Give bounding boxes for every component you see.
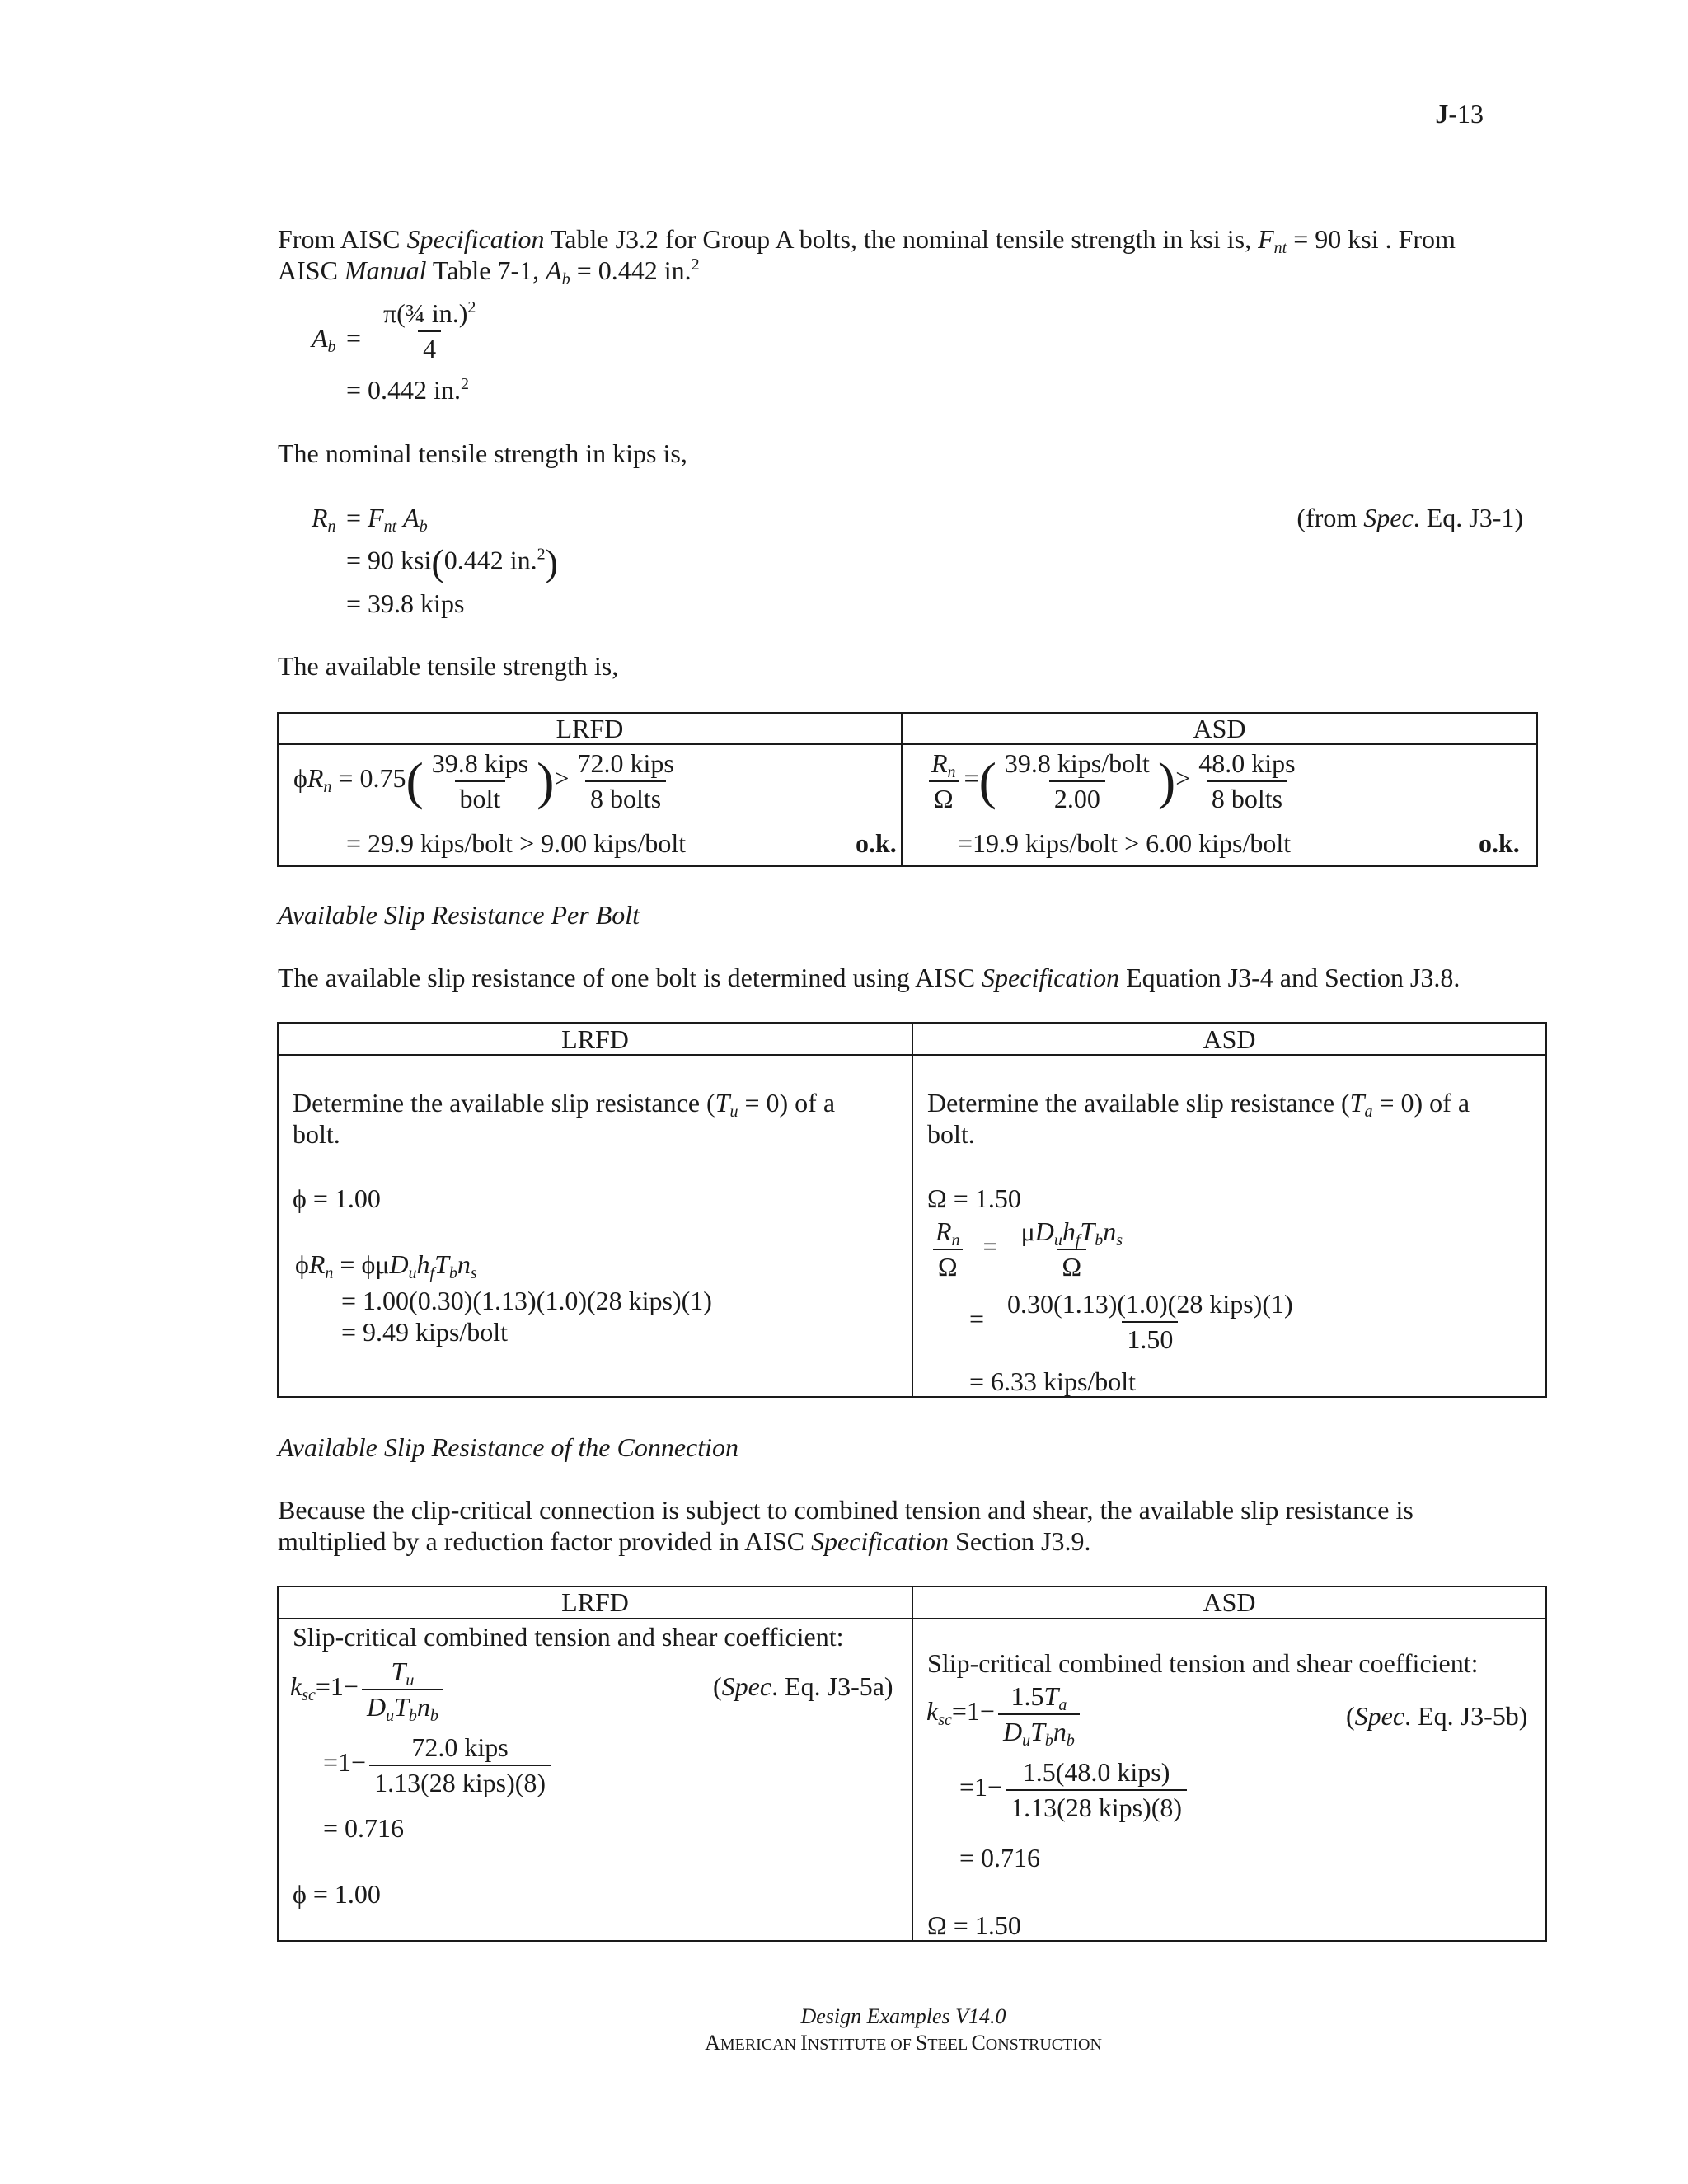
conn-lrfd-ksc xyxy=(290,1657,447,1725)
tensile-lrfd-header: LRFD xyxy=(556,714,624,743)
conn-text-line-1: Because the clip-critical connection is subject to combined tension and shear, the available slip resistance is xyxy=(278,1495,1414,1525)
ref-text: . Eq. J3-1) xyxy=(1413,503,1523,532)
tb-symbol: T xyxy=(394,1691,409,1722)
d-subscript: u xyxy=(386,1706,395,1725)
fraction-numerator xyxy=(1006,1681,1072,1713)
k-subscript: sc xyxy=(938,1711,952,1730)
tb-subscript: b xyxy=(448,1264,457,1282)
rn-symbol: R xyxy=(308,1249,326,1279)
ref-spec: Spec xyxy=(1363,503,1414,532)
slip-lrfd-line2: = 1.00(0.30)(1.13)(1.0)(28 kips)(1) xyxy=(341,1286,712,1315)
rn-line-3: = 39.8 kips xyxy=(346,588,465,618)
n-symbol: n xyxy=(416,1691,430,1722)
fraction xyxy=(998,1681,1080,1750)
fraction-numerator: 72.0 kips xyxy=(577,748,674,778)
fraction xyxy=(926,748,961,814)
conn-lrfd-line2 xyxy=(323,1732,554,1798)
footer-cap: S xyxy=(915,2031,928,2055)
d-subscript: u xyxy=(1022,1731,1031,1750)
eq-text: = 0.75 xyxy=(331,763,406,794)
tb-subscript: b xyxy=(408,1706,417,1725)
mu-symbol: μ xyxy=(1020,1216,1035,1246)
ab-calc-lhs xyxy=(312,323,336,354)
rn-subscript: n xyxy=(947,763,956,781)
rn-line2-text: = 90 ksi xyxy=(346,545,432,575)
fraction xyxy=(1193,748,1300,814)
fnt-subscript: nt xyxy=(383,518,397,536)
fraction xyxy=(572,748,678,814)
fnt-symbol: F xyxy=(368,503,384,532)
footer-title: Design Examples V14.0 xyxy=(800,2004,1006,2028)
ab-num-text: π(¾ in.) xyxy=(383,298,468,328)
intro-text: = 90 ksi . From xyxy=(1287,224,1456,254)
slip-asd-formula xyxy=(927,1216,1131,1282)
fnt-subscript: nt xyxy=(1273,239,1287,257)
fraction xyxy=(362,1657,443,1725)
slip-text-part: Equation J3-4 and Section J3.8. xyxy=(1119,963,1461,992)
table-divider xyxy=(912,1586,913,1942)
tensile-lrfd-result: = 29.9 kips/bolt > 9.00 kips/bolt xyxy=(346,828,687,858)
table-divider xyxy=(277,1618,912,1619)
num-coefficient: 1.5 xyxy=(1010,1681,1044,1711)
d-symbol: D xyxy=(389,1249,409,1279)
one-minus: =1− xyxy=(951,1696,995,1727)
fraction-denominator xyxy=(998,1713,1080,1750)
ref-text: ( xyxy=(1346,1701,1355,1731)
tb-subscript: b xyxy=(1044,1731,1053,1750)
conn-asd-reference xyxy=(1346,1701,1527,1732)
conn-lrfd-header: LRFD xyxy=(561,1587,629,1617)
tensile-asd-header: ASD xyxy=(1193,714,1246,743)
eq-sign: = xyxy=(346,503,368,532)
t-symbol: T xyxy=(391,1657,406,1686)
footer-small: MERICAN xyxy=(720,2036,801,2054)
t-subscript: u xyxy=(406,1671,415,1690)
fraction-denominator: 1.13(28 kips)(8) xyxy=(1006,1789,1187,1823)
slip-asd-header: ASD xyxy=(1203,1024,1256,1054)
k-symbol: k xyxy=(926,1696,939,1727)
rn-symbol: R xyxy=(935,1216,952,1246)
fraction xyxy=(1006,1757,1187,1823)
slip-text xyxy=(278,963,1460,993)
rn-subscript: n xyxy=(325,1264,334,1282)
intro-text: = 0.442 in. xyxy=(570,255,692,285)
footer-publisher xyxy=(0,2031,1688,2055)
conn-asd-header: ASD xyxy=(1203,1587,1256,1617)
determine-word xyxy=(293,1088,836,1121)
slip-asd-omega: Ω = 1.50 xyxy=(927,1183,1021,1213)
paren-close: ) xyxy=(545,541,558,583)
one-minus: =1− xyxy=(323,1747,367,1778)
rn-symbol: R xyxy=(307,763,324,794)
superscript: 2 xyxy=(691,255,700,274)
conn-text-part: Section J3.9. xyxy=(949,1526,1091,1556)
slip-lrfd-formula xyxy=(295,1249,477,1280)
conn-lrfd-result: = 0.716 xyxy=(323,1813,405,1843)
ref-spec: Spec xyxy=(721,1671,772,1701)
slip-asd-determine xyxy=(927,1088,1470,1121)
nominal-text: The nominal tensile strength in kips is, xyxy=(278,438,687,468)
determine-text: Determine the available slip resistance ( xyxy=(293,1088,715,1118)
fraction-numerator: 39.8 kips/bolt xyxy=(1004,748,1150,778)
phi-symbol: ϕ xyxy=(293,763,307,794)
available-text: The available tensile strength is, xyxy=(278,651,619,681)
ab-result: = 0.442 in. xyxy=(346,375,461,405)
footer-small: TEEL xyxy=(927,2036,972,2054)
tensile-asd-result: =19.9 kips/bolt > 6.00 kips/bolt xyxy=(958,828,1292,858)
conn-asd-line2 xyxy=(959,1757,1190,1823)
slip-text-part: The available slip resistance of one bolt is determined using AISC xyxy=(278,963,982,992)
fraction-denominator: 8 bolts xyxy=(1207,780,1287,814)
intro-line-2 xyxy=(278,255,700,286)
conn-lrfd-title: Slip-critical combined tension and shear coefficient: xyxy=(293,1622,844,1652)
d-subscript: u xyxy=(408,1264,417,1282)
rn-subscript: n xyxy=(951,1231,960,1249)
table-divider xyxy=(912,1618,1547,1619)
conn-text-spec: Specification xyxy=(810,1526,950,1556)
conn-asd-title: Slip-critical combined tension and shear coefficient: xyxy=(927,1648,1479,1678)
conn-text-line-2 xyxy=(278,1526,1090,1557)
phi-symbol: ϕ xyxy=(295,1249,309,1279)
footer-cap: I xyxy=(800,2031,808,2055)
slip-lrfd-determine xyxy=(293,1088,898,1121)
fraction-numerator: 72.0 kips xyxy=(411,1732,509,1762)
ab-calc-eq: = xyxy=(346,323,362,353)
paren-open: ( xyxy=(431,541,444,583)
determine-text: = 0) of a xyxy=(1372,1088,1470,1118)
d-subscript: u xyxy=(1053,1231,1062,1249)
fraction xyxy=(427,748,533,814)
ab-subscript: b xyxy=(561,270,570,288)
page-number-prefix: J xyxy=(1435,99,1449,129)
n-symbol: n xyxy=(1103,1216,1117,1246)
n-symbol: n xyxy=(1053,1716,1067,1746)
fraction xyxy=(1002,1289,1298,1355)
one-minus: =1− xyxy=(959,1772,1003,1802)
fraction-numerator: 48.0 kips xyxy=(1198,748,1296,778)
tb-symbol: T xyxy=(434,1249,449,1279)
n-subscript: s xyxy=(1116,1231,1123,1249)
rn-line-1-rhs xyxy=(346,503,428,536)
superscript: 2 xyxy=(537,545,546,564)
d-symbol: D xyxy=(1002,1716,1023,1746)
intro-text: Table J3.2 for Group A bolts, the nominal tensile strength in ksi is, xyxy=(544,224,1259,254)
page-number-value: -13 xyxy=(1448,99,1484,129)
ab-subscript: b xyxy=(327,338,336,356)
heading-slip-bolt: Available Slip Resistance Per Bolt xyxy=(278,900,640,930)
tensile-asd-ok: o.k. xyxy=(1479,828,1520,858)
t-subscript: u xyxy=(729,1103,738,1121)
paren-open: ( xyxy=(978,751,996,810)
rn-subscript: n xyxy=(323,778,332,797)
footer-cap: C xyxy=(971,2031,986,2055)
ab-symbol: A xyxy=(312,323,328,353)
fraction xyxy=(1000,748,1155,814)
paren-close: ) xyxy=(1157,751,1176,810)
slip-lrfd-bolt-word: bolt. xyxy=(293,1119,340,1149)
eq-sign: = xyxy=(982,1231,998,1262)
paren-close: ) xyxy=(537,751,555,810)
ab-calc-fraction xyxy=(375,298,484,364)
rn-line-2 xyxy=(346,541,558,583)
rn-symbol: R xyxy=(312,503,328,532)
n-subscript: s xyxy=(470,1264,477,1282)
ref-text: (from xyxy=(1296,503,1364,532)
fraction xyxy=(369,1732,551,1798)
tb-symbol: T xyxy=(1030,1716,1045,1746)
h-symbol: h xyxy=(416,1249,430,1279)
footer-small: NSTITUTE OF xyxy=(807,2036,916,2054)
heading-slip-connection: Available Slip Resistance of the Connection xyxy=(278,1432,738,1462)
intro-line-1 xyxy=(278,224,1456,255)
conn-text-part: multiplied by a reduction factor provided in AISC xyxy=(278,1526,811,1556)
determine-text: Determine the available slip resistance ( xyxy=(927,1088,1350,1118)
tensile-asd-formula xyxy=(923,748,1304,814)
ab-calc-result xyxy=(346,375,469,405)
t-symbol: T xyxy=(715,1088,730,1118)
fraction-numerator xyxy=(926,748,961,780)
eq-sign: = xyxy=(964,763,979,794)
footer-small: ONSTRUCTION xyxy=(985,2036,1102,2054)
tensile-lrfd-formula xyxy=(293,748,682,814)
formula-eq: = ϕμ xyxy=(333,1249,390,1279)
conn-asd-ksc xyxy=(926,1681,1083,1750)
rn-line2-value: 0.442 in. xyxy=(443,545,537,575)
slip-text-spec: Specification xyxy=(982,963,1120,992)
intro-manual: Manual xyxy=(344,255,427,285)
intro-text: Table 7-1, xyxy=(426,255,546,285)
ref-text: . Eq. J3-5a) xyxy=(771,1671,893,1701)
fraction-denominator: Ω xyxy=(933,1249,963,1282)
intro-spec: Specification xyxy=(406,224,545,254)
d-symbol: D xyxy=(1034,1216,1054,1246)
fraction-denominator: 4 xyxy=(418,330,441,364)
fraction-numerator xyxy=(378,298,481,330)
fraction xyxy=(931,1216,965,1282)
rn-subscript: n xyxy=(327,518,336,536)
slip-lrfd-header: LRFD xyxy=(561,1024,629,1054)
fraction-denominator: 1.50 xyxy=(1122,1321,1178,1355)
ref-text: . Eq. J3-5b) xyxy=(1404,1701,1528,1731)
t-subscript: a xyxy=(1058,1696,1067,1714)
ab-fraction xyxy=(378,298,481,364)
h-symbol: h xyxy=(1062,1216,1076,1246)
rn-symbol: R xyxy=(931,748,948,778)
fraction-denominator: Ω xyxy=(1057,1249,1086,1282)
rn-reference xyxy=(1296,503,1523,533)
intro-text: AISC xyxy=(278,255,345,285)
eq-sign: = xyxy=(969,1304,985,1334)
footer-cap: A xyxy=(705,2031,720,2055)
fraction-denominator xyxy=(362,1689,443,1725)
slip-asd-result: = 6.33 kips/bolt xyxy=(969,1366,1137,1396)
h-subscript: f xyxy=(429,1264,435,1282)
fraction-numerator: 0.30(1.13)(1.0)(28 kips)(1) xyxy=(1007,1289,1293,1319)
page-number xyxy=(1435,99,1484,129)
ab-symbol: A xyxy=(403,503,420,532)
slip-asd-line2 xyxy=(969,1289,1301,1355)
slip-asd-bolt-word: bolt. xyxy=(927,1119,975,1149)
t-symbol: T xyxy=(1349,1088,1365,1118)
fraction-denominator: 1.13(28 kips)(8) xyxy=(369,1765,551,1798)
n-symbol: n xyxy=(457,1249,471,1279)
conn-lrfd-reference xyxy=(713,1671,893,1702)
tb-symbol: T xyxy=(1080,1216,1095,1246)
ref-text: ( xyxy=(713,1671,722,1701)
n-subscript: b xyxy=(429,1706,438,1725)
fraction-numerator xyxy=(1016,1216,1128,1249)
fraction-numerator xyxy=(387,1657,420,1689)
fraction-denominator: Ω xyxy=(929,780,959,814)
fraction-numerator xyxy=(931,1216,965,1249)
d-symbol: D xyxy=(366,1691,387,1722)
fraction-denominator: 8 bolts xyxy=(585,780,666,814)
conn-asd-result: = 0.716 xyxy=(959,1843,1041,1872)
fnt-symbol: F xyxy=(1258,224,1274,254)
table-divider xyxy=(912,1022,913,1398)
slip-lrfd-line3: = 9.49 kips/bolt xyxy=(341,1317,509,1347)
fraction-denominator: 2.00 xyxy=(1049,780,1105,814)
k-subscript: sc xyxy=(302,1686,316,1705)
t-subscript: a xyxy=(1364,1103,1373,1121)
n-subscript: b xyxy=(1066,1731,1075,1750)
fraction-denominator: bolt xyxy=(455,780,506,814)
fraction xyxy=(1016,1216,1128,1282)
superscript: 2 xyxy=(460,375,469,393)
conn-asd-omega: Ω = 1.50 xyxy=(927,1910,1021,1940)
h-subscript: f xyxy=(1075,1231,1081,1249)
paren-open: ( xyxy=(406,751,424,810)
ab-symbol: A xyxy=(546,255,562,285)
ab-subscript: b xyxy=(419,518,428,536)
one-minus: =1− xyxy=(315,1671,359,1702)
tb-subscript: b xyxy=(1095,1231,1104,1249)
conn-lrfd-phi: ϕ = 1.00 xyxy=(293,1879,381,1909)
rn-line-1 xyxy=(312,503,336,536)
t-symbol: T xyxy=(1043,1681,1059,1711)
k-symbol: k xyxy=(290,1671,302,1702)
ref-spec: Spec xyxy=(1354,1701,1405,1731)
determine-text: = 0) of a xyxy=(738,1088,836,1118)
gt-sign: > xyxy=(554,763,570,794)
fraction-numerator: 1.5(48.0 kips) xyxy=(1022,1757,1170,1787)
slip-lrfd-phi: ϕ = 1.00 xyxy=(293,1183,381,1213)
gt-sign: > xyxy=(1175,763,1191,794)
superscript: 2 xyxy=(467,298,476,316)
fraction-numerator: 39.8 kips xyxy=(431,748,529,778)
intro-text: From AISC xyxy=(278,224,407,254)
tensile-lrfd-ok: o.k. xyxy=(856,828,897,858)
